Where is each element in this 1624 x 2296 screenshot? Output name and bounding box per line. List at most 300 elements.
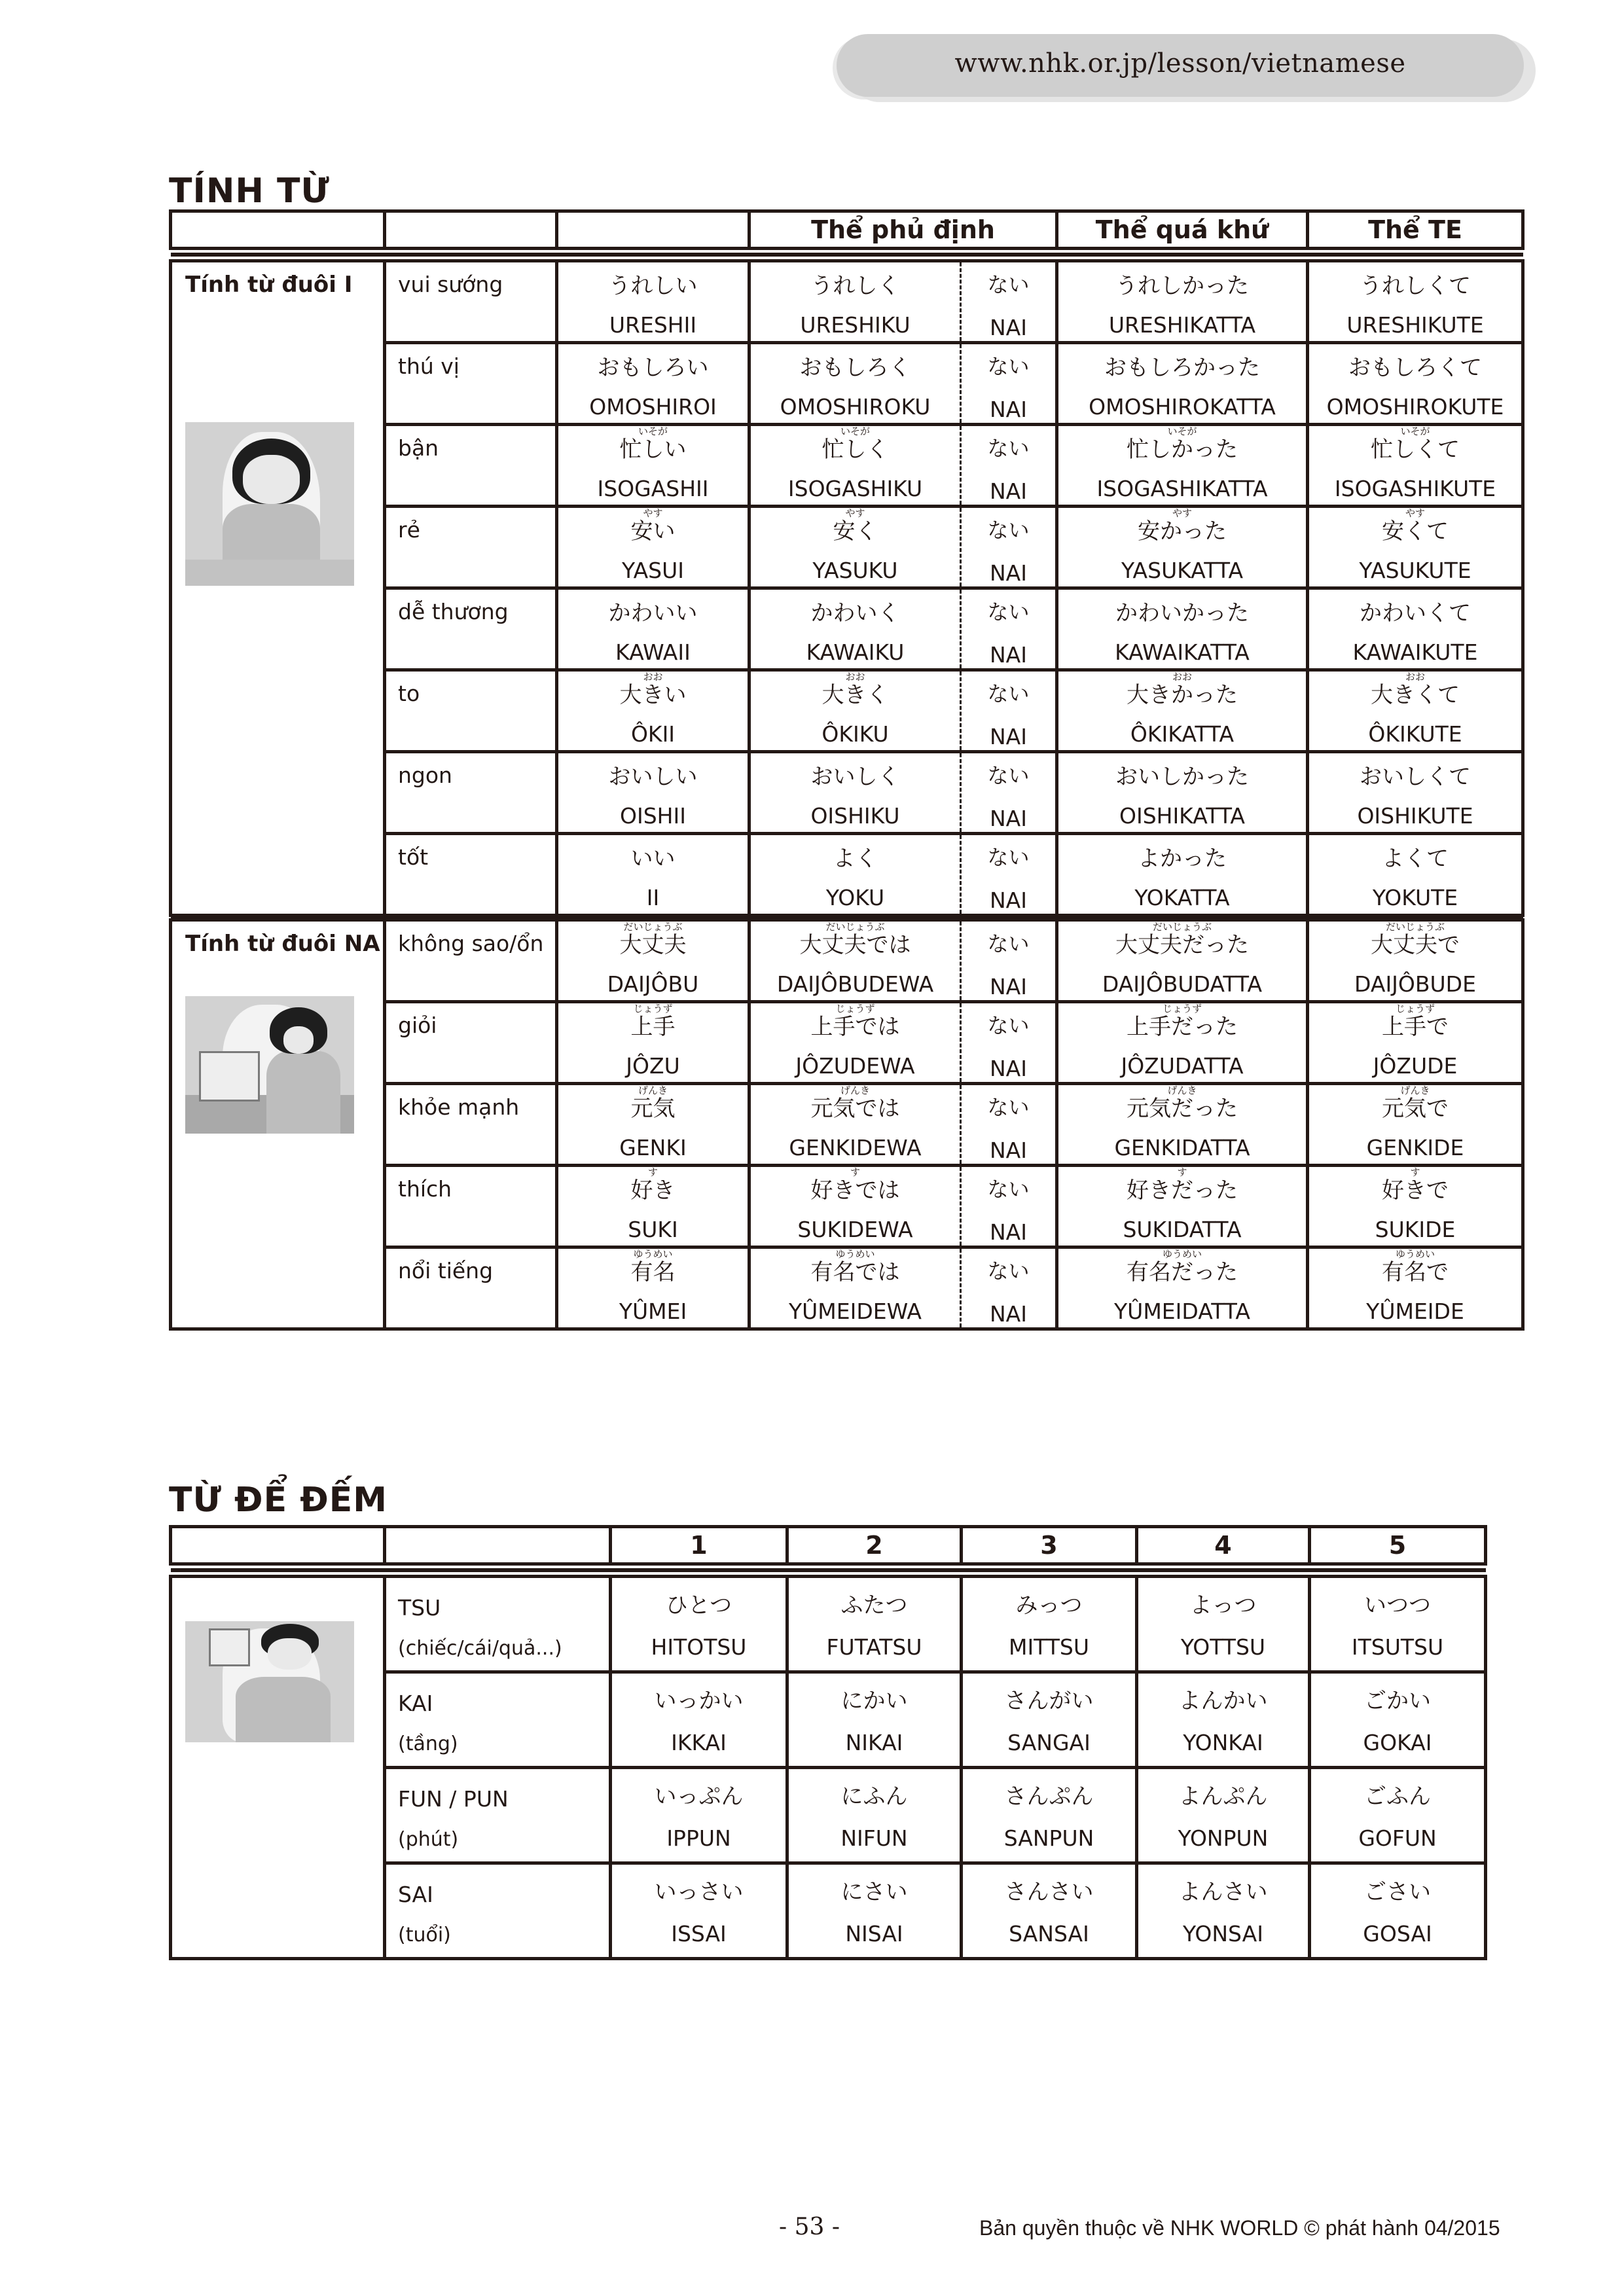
romaji-text: SUKIDEWA: [797, 1217, 913, 1242]
past-form-cell: [1057, 1166, 1308, 1247]
adjective-meaning: nổi tiếng: [385, 1247, 557, 1329]
japanese-text: いっかい: [654, 1688, 744, 1714]
japanese-text: 大丈夫では: [799, 932, 911, 958]
negative-suffix-cell: [961, 1002, 1057, 1084]
romaji-text: DAIJÔBUDE: [1354, 971, 1476, 997]
furigana: おお: [845, 671, 865, 683]
japanese-text: 安く: [833, 518, 878, 545]
japanese-text: 有名: [630, 1259, 676, 1285]
dictionary-form-cell: [557, 1002, 749, 1084]
japanese-text: 有名だった: [1127, 1259, 1238, 1285]
furigana: [1058, 344, 1306, 355]
te-form-cell: [1308, 343, 1523, 425]
te-form-cell: [1308, 920, 1523, 1002]
dictionary-form-cell: [557, 752, 749, 834]
romaji-text: KAWAIKATTA: [1115, 639, 1250, 665]
negative-stem-cell: [749, 425, 961, 507]
dictionary-form-cell: [557, 261, 749, 343]
romaji-text: YOKATTA: [1134, 885, 1230, 910]
dictionary-form-cell: [557, 425, 749, 507]
negative-suffix-cell: [961, 752, 1057, 834]
furigana: [1058, 262, 1306, 273]
counter-value-cell: [787, 1672, 962, 1768]
romaji-text: NAI: [990, 478, 1027, 504]
furigana: [558, 835, 748, 846]
past-form-cell: [1057, 507, 1308, 588]
furigana: げんき: [1167, 1085, 1197, 1096]
past-form-cell: [1057, 1002, 1308, 1084]
counter-meaning: (tầng): [398, 1732, 458, 1755]
counter-name: KAI: [398, 1691, 433, 1716]
romaji-text: ISOGASHII: [597, 476, 709, 501]
furigana: いそが: [1167, 425, 1197, 437]
furigana: おお: [643, 671, 663, 683]
dictionary-form-cell: [557, 507, 749, 588]
romaji-text: KAWAIKUTE: [1352, 639, 1478, 665]
counter-value-cell: [611, 1863, 787, 1959]
counters-header-3: 3: [962, 1527, 1137, 1564]
negative-stem-cell: [749, 261, 961, 343]
illustration-desk: [185, 560, 354, 586]
counter-value-cell: [611, 1768, 787, 1863]
romaji-text: JÔZU: [626, 1053, 680, 1079]
japanese-text: 上手で: [1382, 1014, 1449, 1040]
romaji-text: OISHIKATTA: [1119, 803, 1246, 829]
adjective-meaning: ngon: [385, 752, 557, 834]
illustration-wrapper: [185, 996, 383, 1134]
furigana: やす: [845, 507, 865, 519]
japanese-text: 有名で: [1382, 1259, 1449, 1285]
japanese-text: おいしい: [608, 764, 698, 790]
japanese-text: 忙しくて: [1371, 437, 1460, 463]
romaji-text: URESHIKU: [800, 312, 911, 338]
past-form-cell: [1057, 1247, 1308, 1329]
negative-stem-cell: [749, 752, 961, 834]
negative-stem-cell: [749, 670, 961, 752]
negative-stem-cell: [749, 507, 961, 588]
illustration-body: [236, 1677, 330, 1742]
past-form-cell: [1057, 920, 1308, 1002]
counter-value-cell: [1137, 1672, 1310, 1768]
romaji-text: YOTTSU: [1180, 1634, 1266, 1660]
japanese-text: ない: [987, 681, 1030, 706]
furigana: げんき: [840, 1085, 870, 1096]
counter-value-cell: [1310, 1577, 1486, 1672]
negative-stem-cell: [749, 1247, 961, 1329]
japanese-text: ない: [987, 1013, 1030, 1038]
furigana: じょうず: [1162, 1003, 1202, 1014]
furigana: じょうず: [1395, 1003, 1435, 1014]
furigana: [751, 590, 960, 600]
illustration-laptop: [199, 1051, 261, 1102]
counter-name: FUN / PUN: [398, 1786, 509, 1812]
romaji-text: OISHII: [620, 803, 686, 829]
romaji-text: OISHIKUTE: [1357, 803, 1473, 829]
furigana: ゆうめい: [633, 1248, 673, 1260]
japanese-text: ない: [987, 1259, 1030, 1283]
counters-header-empty-2: [385, 1527, 611, 1564]
counter-value-cell: [1310, 1672, 1486, 1768]
counter-value-cell: [787, 1768, 962, 1863]
counter-value-cell: [962, 1768, 1137, 1863]
japanese-text: 元気では: [810, 1096, 900, 1122]
romaji-text: IKKAI: [671, 1730, 727, 1755]
past-form-cell: [1057, 670, 1308, 752]
japanese-text: うれしい: [608, 273, 698, 299]
adjectives-title: TÍNH TỪ: [169, 171, 330, 211]
japanese-text: かわいくて: [1360, 600, 1471, 626]
japanese-text: いっぷん: [654, 1784, 744, 1810]
romaji-text: ÔKII: [630, 721, 676, 747]
japanese-text: にさい: [840, 1879, 908, 1905]
furigana: おお: [1172, 671, 1192, 683]
romaji-text: NIKAI: [845, 1730, 903, 1755]
furigana: じょうず: [835, 1003, 875, 1014]
adjective-group-cell: [171, 261, 385, 916]
japanese-text: ない: [987, 845, 1030, 870]
japanese-text: ごかい: [1364, 1688, 1431, 1714]
romaji-text: DAIJÔBUDATTA: [1102, 971, 1263, 997]
adjective-meaning: thích: [385, 1166, 557, 1247]
dictionary-form-cell: [557, 834, 749, 916]
negative-suffix-cell: [961, 261, 1057, 343]
romaji-text: GENKIDEWA: [789, 1135, 922, 1160]
adjective-group-label: Tính từ đuôi I: [185, 272, 353, 298]
romaji-text: OISHIKU: [810, 803, 900, 829]
romaji-text: YASUKUTE: [1359, 558, 1471, 583]
japanese-text: うれしかった: [1115, 273, 1249, 299]
furigana: [1309, 590, 1521, 600]
adjective-row: [171, 920, 1523, 1002]
japanese-text: ない: [987, 600, 1030, 624]
romaji-text: YÛMEIDATTA: [1114, 1299, 1250, 1324]
counter-meaning: (tuổi): [398, 1924, 451, 1946]
negative-stem-cell: [749, 1166, 961, 1247]
url-text: www.nhk.or.jp/lesson/vietnamese: [954, 48, 1406, 79]
japanese-text: かわいい: [608, 600, 698, 626]
romaji-text: ISOGASHIKATTA: [1096, 476, 1268, 501]
romaji-text: NAI: [990, 724, 1027, 749]
furigana: だいじょうぶ: [623, 921, 683, 933]
japanese-text: 大きかった: [1127, 682, 1238, 708]
dictionary-form-cell: [557, 1166, 749, 1247]
japanese-text: いい: [630, 846, 676, 872]
romaji-text: NAI: [990, 888, 1027, 913]
japanese-text: ない: [987, 1177, 1030, 1202]
negative-stem-cell: [749, 588, 961, 670]
negative-suffix-cell: [961, 343, 1057, 425]
romaji-text: OMOSHIROKUTE: [1326, 394, 1504, 420]
te-form-cell: [1308, 1084, 1523, 1166]
japanese-text: 安くて: [1382, 518, 1449, 545]
furigana: [1309, 262, 1521, 273]
japanese-text: おもしろくて: [1348, 355, 1482, 381]
japanese-text: 大きい: [619, 682, 687, 708]
header-past-form: Thể quá khứ: [1057, 211, 1308, 249]
adjective-meaning: dễ thương: [385, 588, 557, 670]
romaji-text: JÔZUDEWA: [795, 1053, 915, 1079]
te-form-cell: [1308, 670, 1523, 752]
past-form-cell: [1057, 834, 1308, 916]
japanese-text: 大きくて: [1371, 682, 1460, 708]
counter-name-cell: [385, 1863, 611, 1959]
romaji-text: OMOSHIROI: [589, 394, 717, 420]
romaji-text: GENKI: [619, 1135, 687, 1160]
japanese-text: よかった: [1138, 846, 1227, 872]
past-form-cell: [1057, 752, 1308, 834]
japanese-text: かわいく: [810, 600, 900, 626]
romaji-text: YÛMEI: [619, 1299, 687, 1324]
adjective-meaning: giỏi: [385, 1002, 557, 1084]
romaji-text: KAWAIKU: [806, 639, 905, 665]
japanese-text: よんぷん: [1178, 1784, 1268, 1810]
furigana: ゆうめい: [835, 1248, 875, 1260]
romaji-text: NAI: [990, 642, 1027, 668]
romaji-text: NAI: [990, 974, 1027, 999]
romaji-text: ITSUTSU: [1351, 1634, 1444, 1660]
japanese-text: ない: [987, 763, 1030, 788]
romaji-text: SUKIDE: [1375, 1217, 1456, 1242]
negative-suffix-cell: [961, 507, 1057, 588]
romaji-text: YONSAI: [1183, 1921, 1263, 1946]
japanese-text: ない: [987, 436, 1030, 461]
romaji-text: ISSAI: [671, 1921, 727, 1946]
furigana: いそが: [1400, 425, 1430, 437]
romaji-text: II: [646, 885, 660, 910]
counter-value-cell: [1137, 1577, 1310, 1672]
romaji-text: NAI: [990, 1301, 1027, 1327]
japanese-text: よんかい: [1178, 1688, 1268, 1714]
romaji-text: ISOGASHIKUTE: [1334, 476, 1496, 501]
te-form-cell: [1308, 752, 1523, 834]
counter-value-cell: [787, 1863, 962, 1959]
romaji-text: HITOTSU: [651, 1634, 747, 1660]
header-divider-band: [171, 249, 1523, 261]
japanese-text: うれしく: [810, 273, 900, 299]
japanese-text: 有名では: [810, 1259, 900, 1285]
header-negative-form: Thể phủ định: [749, 211, 1057, 249]
japanese-text: 忙しい: [619, 437, 687, 463]
adjective-meaning: vui sướng: [385, 261, 557, 343]
counter-name-cell: [385, 1672, 611, 1768]
romaji-text: YÛMEIDEWA: [788, 1299, 922, 1324]
counter-row: [171, 1577, 1486, 1672]
romaji-text: JÔZUDE: [1373, 1053, 1458, 1079]
japanese-text: いつつ: [1364, 1592, 1431, 1619]
dictionary-form-cell: [557, 588, 749, 670]
japanese-text: にかい: [840, 1688, 908, 1714]
counters-title: TỪ ĐỂ ĐẾM: [169, 1480, 388, 1520]
romaji-text: ISOGASHIKU: [787, 476, 923, 501]
japanese-text: おいしくて: [1360, 764, 1471, 790]
romaji-text: YASUKU: [812, 558, 898, 583]
header-cell-empty-2: [385, 211, 557, 249]
furigana: やす: [1405, 507, 1425, 519]
illustration-wrapper: [185, 422, 383, 586]
japanese-text: さんぷん: [1004, 1784, 1094, 1810]
romaji-text: SANSAI: [1009, 1921, 1089, 1946]
romaji-text: ÔKIKATTA: [1130, 721, 1235, 747]
te-form-cell: [1308, 1002, 1523, 1084]
furigana: [558, 590, 748, 600]
te-form-cell: [1308, 1166, 1523, 1247]
adjective-meaning: không sao/ổn: [385, 920, 557, 1002]
japanese-text: ない: [987, 1095, 1030, 1120]
te-form-cell: [1308, 425, 1523, 507]
counter-value-cell: [1310, 1768, 1486, 1863]
romaji-text: GOSAI: [1363, 1921, 1432, 1946]
japanese-text: よっつ: [1189, 1592, 1257, 1619]
japanese-text: 忙しく: [821, 437, 889, 463]
counters-header-2: 2: [787, 1527, 962, 1564]
counter-name-cell: [385, 1577, 611, 1672]
counter-value-cell: [787, 1577, 962, 1672]
romaji-text: NAI: [990, 315, 1027, 340]
romaji-text: GOKAI: [1363, 1730, 1432, 1755]
furigana: だいじょうぶ: [1152, 921, 1212, 933]
counters-header-row: [171, 1527, 1486, 1564]
adjective-meaning: thú vị: [385, 343, 557, 425]
counters-table: [169, 1525, 1487, 1960]
negative-suffix-cell: [961, 670, 1057, 752]
past-form-cell: [1057, 588, 1308, 670]
counter-value-cell: [962, 1577, 1137, 1672]
furigana: だいじょうぶ: [1385, 921, 1445, 933]
japanese-text: ない: [987, 931, 1030, 956]
counters-header-4: 4: [1137, 1527, 1310, 1564]
past-form-cell: [1057, 425, 1308, 507]
url-banner: [837, 34, 1524, 97]
furigana: [1058, 753, 1306, 764]
japanese-text: 上手だった: [1127, 1014, 1238, 1040]
japanese-text: 上手では: [810, 1014, 900, 1040]
romaji-text: NAI: [990, 806, 1027, 831]
counter-value-cell: [962, 1863, 1137, 1959]
japanese-text: 大丈夫: [619, 932, 687, 958]
negative-stem-cell: [749, 1084, 961, 1166]
counter-value-cell: [1310, 1863, 1486, 1959]
japanese-text: ない: [987, 518, 1030, 543]
japanese-text: おいしく: [810, 764, 900, 790]
furigana: やす: [643, 507, 663, 519]
illustration-wrapper: [185, 1621, 383, 1742]
counter-name-cell: [385, 1768, 611, 1863]
adjective-group-cell: [171, 920, 385, 1329]
japanese-text: よんさい: [1178, 1879, 1268, 1905]
japanese-text: 忙しかった: [1127, 437, 1238, 463]
furigana: [751, 262, 960, 273]
japanese-text: みっつ: [1015, 1592, 1083, 1619]
romaji-text: DAIJÔBUDEWA: [776, 971, 934, 997]
romaji-text: OMOSHIROKATTA: [1089, 394, 1276, 420]
boy-laptop-illustration: [185, 996, 354, 1134]
dictionary-form-cell: [557, 920, 749, 1002]
furigana: げんき: [1400, 1085, 1430, 1096]
japanese-text: ひとつ: [665, 1592, 732, 1619]
furigana: す: [1410, 1166, 1420, 1178]
adjective-meaning: khỏe mạnh: [385, 1084, 557, 1166]
romaji-text: SUKIDATTA: [1123, 1217, 1242, 1242]
counter-illustration-cell: [171, 1577, 385, 1959]
adjective-row: [171, 261, 1523, 343]
romaji-text: YONKAI: [1183, 1730, 1263, 1755]
furigana: やす: [1172, 507, 1192, 519]
furigana: [558, 262, 748, 273]
counter-name: TSU: [398, 1595, 441, 1621]
romaji-text: NISAI: [845, 1921, 903, 1946]
counter-meaning: (chiếc/cái/quả...): [398, 1637, 562, 1660]
japanese-text: ふたつ: [840, 1592, 908, 1619]
furigana: じょうず: [633, 1003, 673, 1014]
romaji-text: YÛMEIDE: [1366, 1299, 1464, 1324]
negative-stem-cell: [749, 1002, 961, 1084]
japanese-text: 上手: [630, 1014, 676, 1040]
japanese-text: さんさい: [1004, 1879, 1094, 1905]
adjective-meaning: to: [385, 670, 557, 752]
romaji-text: YASUI: [621, 558, 684, 583]
romaji-text: URESHII: [609, 312, 697, 338]
dictionary-form-cell: [557, 1247, 749, 1329]
romaji-text: NAI: [990, 1056, 1027, 1081]
dictionary-form-cell: [557, 343, 749, 425]
romaji-text: OMOSHIROKU: [780, 394, 931, 420]
japanese-text: おもしろかった: [1104, 355, 1260, 381]
japanese-text: おもしろい: [597, 355, 709, 381]
adjectives-header-row: [171, 211, 1523, 249]
negative-suffix-cell: [961, 1166, 1057, 1247]
romaji-text: YASUKATTA: [1121, 558, 1244, 583]
furigana: [1309, 753, 1521, 764]
romaji-text: SANGAI: [1007, 1730, 1091, 1755]
negative-suffix-cell: [961, 834, 1057, 916]
romaji-text: URESHIKUTE: [1346, 312, 1484, 338]
romaji-text: DAIJÔBU: [607, 971, 699, 997]
header-cell-empty-3: [557, 211, 749, 249]
illustration-body: [266, 1051, 341, 1134]
romaji-text: NIFUN: [840, 1825, 908, 1851]
japanese-text: 安かった: [1138, 518, 1227, 545]
japanese-text: おもしろく: [799, 355, 911, 381]
past-form-cell: [1057, 343, 1308, 425]
japanese-text: 大丈夫で: [1371, 932, 1460, 958]
adjective-meaning: tốt: [385, 834, 557, 916]
counter-value-cell: [1137, 1863, 1310, 1959]
counter-value-cell: [611, 1577, 787, 1672]
dictionary-form-cell: [557, 1084, 749, 1166]
furigana: げんき: [638, 1085, 668, 1096]
furigana: ゆうめい: [1395, 1248, 1435, 1260]
furigana: [1309, 344, 1521, 355]
adjectives-table: [169, 209, 1525, 1331]
romaji-text: ÔKIKU: [821, 721, 889, 747]
japanese-text: 好き: [630, 1177, 676, 1204]
adjective-meaning: rẻ: [385, 507, 557, 588]
counter-value-cell: [962, 1672, 1137, 1768]
romaji-text: NAI: [990, 1219, 1027, 1245]
romaji-text: KAWAII: [615, 639, 691, 665]
furigana: [751, 753, 960, 764]
japanese-text: 元気: [630, 1096, 676, 1122]
counter-name: SAI: [398, 1882, 433, 1907]
counter-meaning: (phút): [398, 1828, 459, 1851]
negative-suffix-cell: [961, 1084, 1057, 1166]
romaji-text: GOFUN: [1358, 1825, 1437, 1851]
romaji-text: NAI: [990, 560, 1027, 586]
furigana: だいじょうぶ: [825, 921, 885, 933]
furigana: す: [647, 1166, 658, 1178]
romaji-text: URESHIKATTA: [1108, 312, 1256, 338]
negative-suffix-cell: [961, 920, 1057, 1002]
